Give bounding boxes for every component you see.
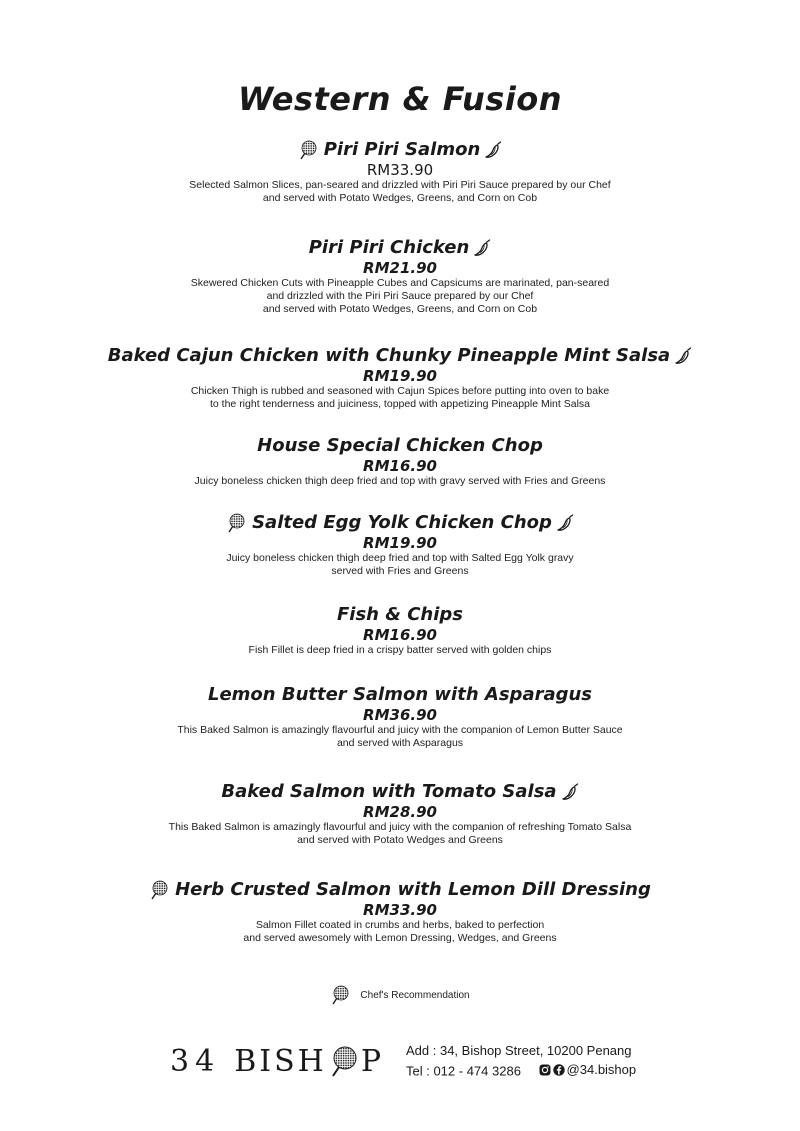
description-line: Juicy boneless chicken thigh deep fried and top with gravy served with Fries and Greens: [194, 475, 606, 487]
menu-item-name: Salted Egg Yolk Chicken Chop: [252, 512, 552, 533]
menu-item-price: RM33.90: [366, 161, 434, 179]
menu-item-name: Baked Salmon with Tomato Salsa: [221, 781, 557, 802]
telephone: Tel : 012 - 474 3286: [406, 1063, 521, 1079]
description-line: Juicy boneless chicken thigh deep fried and top with Salted Egg Yolk gravy: [226, 552, 574, 564]
description-line: Skewered Chicken Cuts with Pineapple Cubes and Capsicums are marinated, pan-seared: [190, 277, 610, 289]
menu-item-name: Piri Piri Chicken: [308, 237, 470, 258]
menu-item-description: [0, 475, 800, 488]
menu-item: [0, 780, 800, 847]
menu-item-price: RM16.90: [363, 457, 437, 475]
description-line: Chicken Thigh is rubbed and seasoned with Cajun Spices before putting into oven to bake: [190, 385, 610, 397]
menu-item-price: RM36.90: [363, 706, 437, 724]
description-line: and served with Potato Wedges and Greens: [297, 834, 503, 846]
description-line: and drizzled with the Piri Piri Sauce prepared by our Chef: [266, 290, 534, 302]
menu-item: [0, 683, 800, 750]
description-line: Salmon Fillet coated in crumbs and herbs, baked to perfection: [255, 919, 545, 931]
social-handle[interactable]: @34.bishop: [566, 1062, 637, 1078]
menu-item-name-line: [0, 236, 800, 260]
description-line: and served with Asparagus: [336, 737, 464, 749]
description-line: Fish Fillet is deep fried in a crispy batter served with golden chips: [248, 644, 552, 656]
social-links: [539, 1060, 637, 1079]
menu-item-name: Herb Crusted Salmon with Lemon Dill Dressing: [175, 879, 651, 900]
restaurant-logo: [170, 1044, 384, 1079]
menu-item-name-line: [0, 511, 800, 535]
legend: [0, 985, 800, 1005]
menu-item-price: RM21.90: [363, 259, 437, 277]
description-line: This Baked Salmon is amazingly flavourful and juicy with the companion of Lemon Butter Sauce: [177, 724, 623, 736]
menu-item: [0, 878, 800, 945]
description-line: This Baked Salmon is amazingly flavourful and juicy with the companion of refreshing Tomato Salsa: [168, 821, 632, 833]
menu-item: [0, 603, 800, 657]
menu-item-name: House Special Chicken Chop: [257, 435, 543, 456]
spicy-chili-icon: [556, 514, 574, 532]
menu-item-name-line: [0, 344, 800, 368]
logo-text-left: BISH: [234, 1043, 327, 1079]
menu-item-name-line: [0, 603, 800, 627]
logo-text-right: P: [360, 1043, 384, 1079]
description-line: to the right tenderness and juiciness, topped with appetizing Pineapple Mint Salsa: [210, 398, 590, 410]
chef-recommendation-icon: [298, 140, 318, 160]
menu-item-name-line: [0, 138, 800, 162]
description-line: and served awesomely with Lemon Dressing, Wedges, and Greens: [243, 932, 557, 944]
menu-item-price: RM19.90: [363, 534, 437, 552]
description-line: served with Fries and Greens: [331, 565, 469, 577]
description-line: and served with Potato Wedges, Greens, and Corn on Cob: [262, 192, 538, 204]
menu-item-price: RM33.90: [363, 901, 437, 919]
menu-item-price: RM19.90: [363, 367, 437, 385]
spicy-chili-icon: [484, 141, 502, 159]
spicy-chili-icon: [473, 239, 491, 257]
menu-item: [0, 434, 800, 488]
menu-item-name: Lemon Butter Salmon with Asparagus: [207, 684, 593, 705]
menu-item-description: [0, 277, 800, 316]
menu-item: [0, 344, 800, 411]
chef-recommendation-icon: [226, 513, 246, 533]
menu-item-description: [0, 179, 800, 205]
logo-number: 34: [170, 1043, 221, 1079]
description-line: Selected Salmon Slices, pan-seared and drizzled with Piri Piri Sauce prepared by our Chef: [189, 179, 611, 191]
menu-item-description: [0, 724, 800, 750]
contact-info: [406, 1041, 636, 1081]
page-title: Western & Fusion: [237, 80, 563, 118]
menu-item-name-line: [0, 780, 800, 804]
logo-o-icon: [328, 1045, 360, 1077]
menu-item-description: [0, 385, 800, 411]
menu-item-name: Baked Cajun Chicken with Chunky Pineapple Mint Salsa: [107, 345, 671, 366]
menu-item-description: [0, 552, 800, 578]
menu-list: [0, 138, 800, 945]
facebook-icon[interactable]: [553, 1064, 565, 1076]
spicy-chili-icon: [674, 347, 692, 365]
spicy-chili-icon: [561, 783, 579, 801]
address: Add : 34, Bishop Street, 10200 Penang: [406, 1043, 632, 1059]
description-line: and served with Potato Wedges, Greens, and Corn on Cob: [262, 303, 538, 315]
menu-item: [0, 511, 800, 578]
chef-recommendation-icon: [330, 985, 350, 1005]
menu-item-description: [0, 919, 800, 945]
instagram-icon[interactable]: [539, 1064, 551, 1076]
menu-item-name-line: [0, 878, 800, 902]
menu-item-description: [0, 821, 800, 847]
menu-item-name: Piri Piri Salmon: [323, 139, 481, 160]
menu-item-name-line: [0, 683, 800, 707]
menu-item-price: RM16.90: [363, 626, 437, 644]
chef-recommendation-icon: [149, 880, 169, 900]
menu-item-description: [0, 644, 800, 657]
menu-item-name: Fish & Chips: [336, 604, 464, 625]
menu-item-price: RM28.90: [363, 803, 437, 821]
menu-item: [0, 138, 800, 205]
footer: [170, 1036, 640, 1086]
menu-item-name-line: [0, 434, 800, 458]
legend-label: Chef's Recommendation: [360, 989, 470, 1001]
menu-item: [0, 236, 800, 316]
